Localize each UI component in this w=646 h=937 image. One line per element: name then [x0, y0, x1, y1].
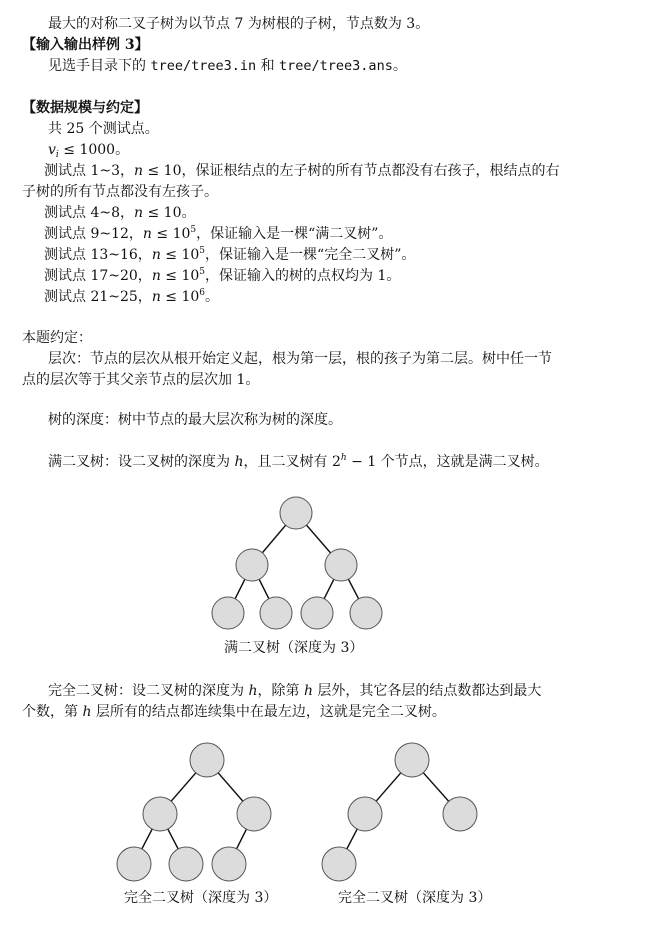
scale-case-1-line2: 子树的所有节点都没有左孩子。 [22, 184, 218, 200]
level-def-line1: 层次：节点的层次从根开始定义起，根为第一层，根的孩子为第二层。树中任一节 [48, 351, 552, 367]
case6-n: n [151, 289, 161, 305]
full-def-h: h [234, 454, 244, 470]
conventions-heading: 本题约定： [22, 330, 92, 346]
complete-def-a: 完全二叉树：设二叉树的深度为 [48, 683, 249, 699]
case1-label: 测试点 1~3， [44, 163, 134, 179]
tree-node [301, 597, 333, 629]
scale-total-a: 共 [48, 121, 67, 137]
case4-label: 测试点 13~16， [44, 247, 152, 263]
case3-rest: ，保证输入是一棵“满二叉树”。 [196, 226, 393, 242]
full-def-b: ，且二叉树有 [243, 454, 332, 470]
sample3-file-in: tree/tree3.in [150, 58, 257, 74]
intro-node-id: 7 [234, 16, 244, 32]
tree-node [350, 597, 382, 629]
scale-total-num: 25 [66, 121, 85, 137]
case3-label: 测试点 9~12， [44, 226, 143, 242]
tree-node [143, 797, 177, 831]
complete-def-b: ，除第 [257, 683, 304, 699]
case6-rest: 。 [205, 289, 220, 305]
intro-node-count: 3 [406, 16, 416, 32]
case4-n: n [151, 247, 161, 263]
complete-def-line2-a: 个数，第 [22, 704, 83, 720]
complete-tree-caption-2: 完全二叉树（深度为 3） [338, 890, 492, 906]
case5-rest: ，保证输入的树的点权均为 1。 [205, 268, 401, 284]
case1-rest: ≤ 10，保证根结点的左子树的所有节点都没有右孩子，根结点的右 [143, 163, 560, 179]
case3-exp: 5 [190, 225, 197, 235]
sample3-heading: 【输入输出样例 3】 [22, 37, 149, 53]
scale-v-rest: ≤ 1000。 [58, 142, 130, 158]
case6-exp: 6 [199, 288, 206, 298]
tree-node [169, 847, 203, 881]
intro-text-a: 最大的对称二叉子树为以节点 [48, 16, 235, 32]
full-def-a: 满二叉树：设二叉树的深度为 [48, 454, 235, 470]
complete-def-line2-h: h [82, 704, 92, 720]
case5-n: n [151, 268, 161, 284]
case3-n: n [142, 226, 152, 242]
intro-text-b: 为树根的子树，节点数为 [243, 16, 407, 32]
case2-label: 测试点 4~8， [44, 205, 134, 221]
case2-rest: ≤ 10。 [143, 205, 196, 221]
case6-le: ≤ 10 [160, 289, 200, 305]
tree-node [325, 549, 357, 581]
complete-tree-1-nodes [117, 743, 271, 881]
level-def-line2: 点的层次等于其父亲节点的层次加 1。 [22, 372, 260, 388]
case3-le: ≤ 10 [151, 226, 191, 242]
complete-def-h: h [248, 683, 258, 699]
tree-node [190, 743, 224, 777]
full-tree-nodes [212, 497, 382, 629]
sample3-file-ans: tree/tree3.ans [279, 58, 393, 74]
tree-node [322, 847, 356, 881]
intro-text-c: 。 [415, 16, 430, 32]
case5-le: ≤ 10 [160, 268, 200, 284]
case5-exp: 5 [199, 267, 206, 277]
tree-node [237, 797, 271, 831]
complete-def-h2: h [303, 683, 313, 699]
tree-node [395, 743, 429, 777]
sample3-text-c: 。 [392, 58, 407, 74]
complete-def-line2-b: 层所有的结点都连续集中在最左边，这就是完全二叉树。 [91, 704, 446, 720]
case6-label: 测试点 21~25， [44, 289, 152, 305]
tree-node [212, 597, 244, 629]
sample3-text-b: 和 [256, 58, 280, 74]
tree-node [117, 847, 151, 881]
case5-label: 测试点 17~20， [44, 268, 152, 284]
full-def-c: − 1 [346, 454, 377, 470]
complete-tree-def-line1 [48, 681, 541, 701]
sample3-text-a: 见选手目录下的 [48, 58, 151, 74]
depth-def: 树的深度：树中节点的最大层次称为树的深度。 [48, 412, 342, 428]
full-def-d: 个节点，这就是满二叉树。 [376, 454, 549, 470]
complete-tree-caption-1: 完全二叉树（深度为 3） [124, 890, 278, 906]
case4-le: ≤ 10 [160, 247, 200, 263]
full-def-base: 2 [331, 454, 341, 470]
complete-tree-def-line2 [22, 702, 446, 722]
case1-n: n [134, 163, 144, 179]
scale-v-var: v [48, 142, 56, 158]
full-def-exp: h [340, 453, 347, 463]
full-tree-caption: 满二叉树（深度为 3） [224, 640, 364, 656]
scale-heading: 【数据规模与约定】 [22, 100, 148, 116]
case2-n: n [134, 205, 144, 221]
tree-node [236, 549, 268, 581]
tree-node [280, 497, 312, 529]
case4-rest: ，保证输入是一棵“完全二叉树”。 [205, 247, 416, 263]
tree-node [443, 797, 477, 831]
complete-def-c: 层外，其它各层的结点数都达到最大 [312, 683, 542, 699]
scale-v-sub: i [55, 150, 59, 160]
tree-node [212, 847, 246, 881]
tree-node [260, 597, 292, 629]
complete-tree-2-nodes [322, 743, 477, 881]
scale-total-b: 个测试点。 [84, 121, 159, 137]
tree-node [348, 797, 382, 831]
case4-exp: 5 [199, 246, 206, 256]
